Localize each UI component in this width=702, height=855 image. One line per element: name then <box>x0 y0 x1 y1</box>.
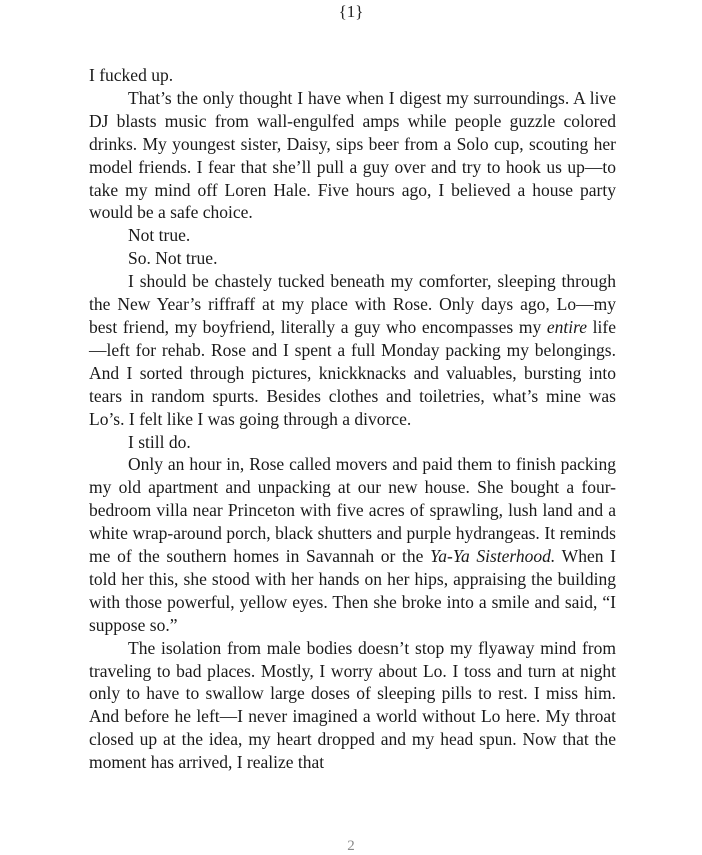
emphasis-text: entire <box>546 316 588 337</box>
paragraph-text: When I told her this, she stood with her hands on her hips, appraising the building with those powerful, yellow eyes. Then she broke into a smile and said, “I suppose so.” <box>89 546 616 635</box>
paragraph: I still do. <box>128 431 191 452</box>
paragraph: Not true. <box>128 225 191 246</box>
paragraph: I fucked up. <box>89 65 174 85</box>
body-text <box>89 64 616 774</box>
paragraph: That’s the only thought I have when I digest my surroundings. A live DJ blasts music from wall-engulfed amps while people guzzle colored drinks. My youngest sister, Daisy, sips beer from a Solo cup, scouting her model friends. I fear that she’ll pull a guy over and try to hook us up—to take my mind off Loren Hale. Five hours ago, I believed a house party would be a safe choice. <box>89 87 616 223</box>
paragraph <box>89 270 616 430</box>
paragraph: So. Not true. <box>128 248 218 269</box>
chapter-header: {1} <box>338 2 364 21</box>
paragraph-text: I should be chastely tucked beneath my comforter, sleeping through the New Year’s riffraff at my place with Rose. Only days ago, Lo—my best friend, my boyfriend, literally a guy who encompasses my <box>89 271 616 337</box>
paragraph: The isolation from male bodies doesn’t stop my flyaway mind from traveling to bad places. Mostly, I worry about Lo. I toss and turn at night only to have to swallow large doses of sleeping pills to rest. I miss him. And before he left—I never imagined a world without Lo here. My throat closed up at the idea, my heart dropped and my head spun. Now that the moment has arrived, I realize that <box>89 637 616 773</box>
paragraph-text: Only an hour in, Rose called movers and paid them to finish packing my old apartment and unpacking at our new house. She bought a four-bedroom villa near Princeton with five acres of sprawling, lush land and a white wrap-around porch, black shutters and purple hydrangeas. It reminds me of the southern homes in Savannah or the <box>89 454 616 567</box>
paragraph-text: life—left for rehab. Rose and I spent a full Monday packing my belongings. And I sorted through pictures, knickknacks and valuables, bursting into tears in random spurts. Besides clothes and toiletries, what’s mine was Lo’s. I felt like I was going through a divorce. <box>89 316 616 429</box>
paragraph <box>89 453 616 636</box>
page-number: 2 <box>347 838 355 854</box>
emphasis-text: Ya-Ya Sisterhood. <box>430 546 556 567</box>
